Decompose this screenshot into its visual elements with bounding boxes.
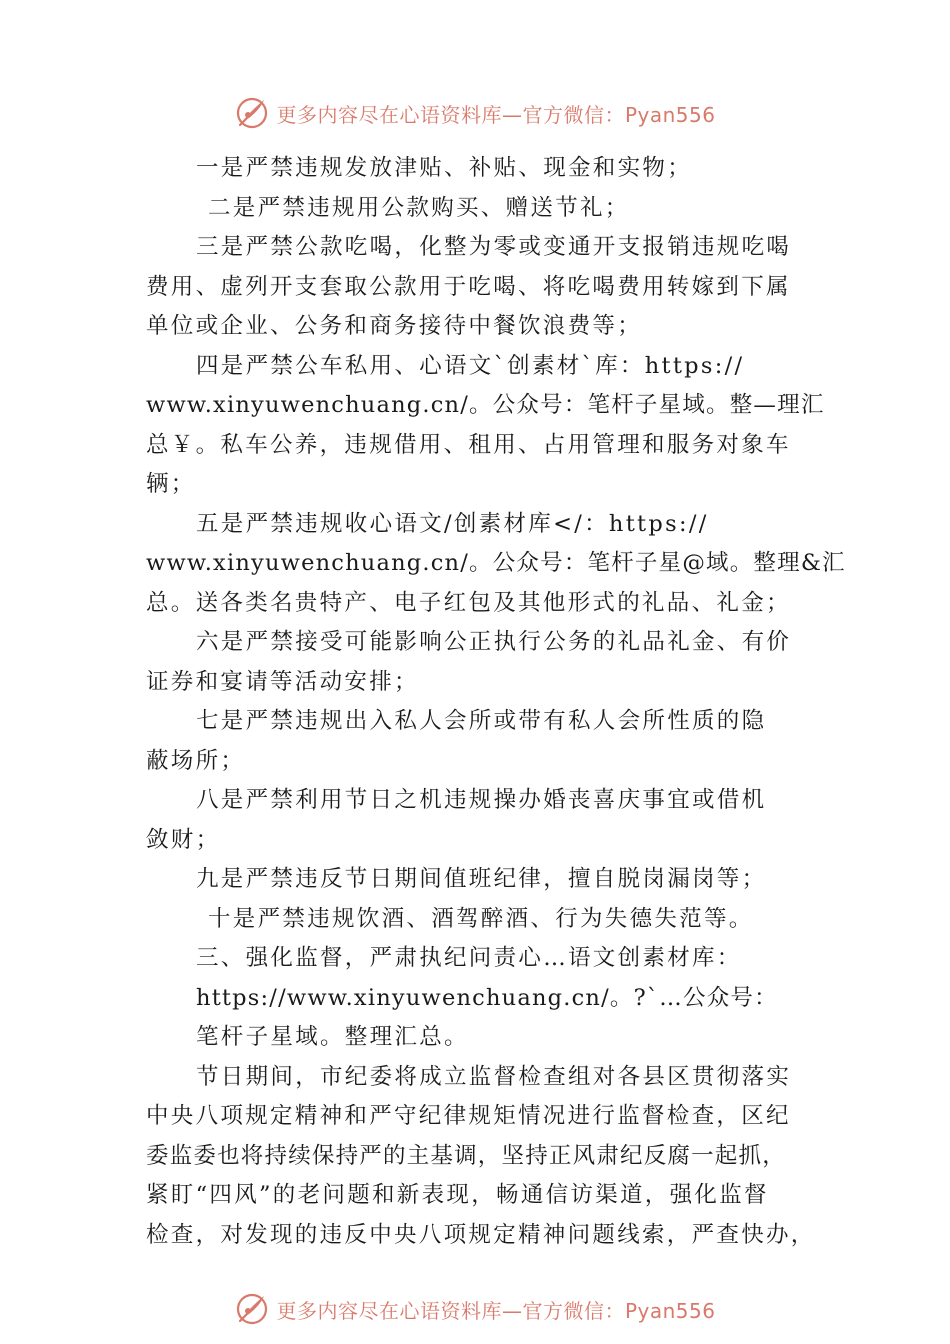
header-watermark-banner (0, 93, 950, 133)
document-body (146, 149, 846, 1255)
paragraph-line: www.xinyuwenchuang.cn/。公众号：笔杆子星@域。整理&汇 (146, 550, 846, 576)
paragraph-line: www.xinyuwenchuang.cn/。公众号：笔杆子星域。整—理汇 (146, 392, 825, 418)
paragraph-line: 辆； (146, 471, 196, 497)
paragraph-line: 四是严禁公车私用、心语文`创素材`库：https:// (196, 352, 745, 379)
paragraph-line: 节日期间，市纪委将成立监督检查组对各县区贯彻落实 (196, 1063, 792, 1090)
paragraph-line: 十是严禁违规饮酒、酒驾醉酒、行为失德失范等。 (208, 905, 754, 932)
circle-quill-logo-icon (234, 95, 270, 131)
watermark-text: 更多内容尽在心语资料库—官方微信：Pyan556 (276, 102, 716, 127)
paragraph-line: 一是严禁违规发放津贴、补贴、现金和实物； (196, 155, 693, 181)
paragraph-line: 中央八项规定精神和严守纪律规矩情况进行监督检查，区纪 (146, 1103, 791, 1129)
section-heading-line: 三、强化监督，严肃执纪问责心…语文创素材库： (196, 945, 742, 971)
paragraph-line: 费用、虚列开支套取公款用于吃喝、将吃喝费用转嫁到下属 (146, 273, 791, 300)
paragraph-line: 五是严禁违规收心语文/创素材库</：https:// (196, 510, 709, 537)
paragraph-line: 总。送各类名贵特产、电子红包及其他形式的礼品、礼金； (146, 589, 791, 616)
paragraph-line: 单位或企业、公务和商务接待中餐饮浪费等； (146, 313, 643, 339)
paragraph-line: 蔽场所； (146, 747, 246, 774)
paragraph-line: https://www.xinyuwenchuang.cn/。?`…公众号： (196, 984, 778, 1011)
paragraph-line: 九是严禁违反节日期间值班纪律，擅自脱岗漏岗等； (196, 866, 767, 892)
footer-watermark (234, 1291, 715, 1327)
paragraph-line: 证券和宴请等活动安排； (146, 668, 419, 695)
watermark-text: 更多内容尽在心语资料库—官方微信：Pyan556 (276, 1298, 716, 1323)
paragraph-line: 六是严禁接受可能影响公正执行公务的礼品礼金、有价 (196, 629, 792, 655)
paragraph-line: 二是严禁违规用公款购买、赠送节礼； (208, 194, 630, 221)
paragraph-line: 敛财； (146, 826, 221, 853)
paragraph-line: 笔杆子星域。整理汇总。 (196, 1024, 469, 1050)
paragraph-line: 总￥。私车公养，违规借用、租用、占用管理和服务对象车 (146, 431, 791, 458)
paragraph-line: 七是严禁违规出入私人会所或带有私人会所性质的隐 (196, 708, 767, 734)
footer-watermark-banner (0, 1289, 950, 1329)
paragraph-line: 检查，对发现的违反中央八项规定精神问题线索，严查快办， (146, 1221, 816, 1248)
paragraph-line: 紧盯“四风”的老问题和新表现，畅通信访渠道，强化监督 (146, 1182, 769, 1208)
circle-quill-logo-icon (234, 1291, 270, 1327)
paragraph-line: 三是严禁公款吃喝，化整为零或变通开支报销违规吃喝 (196, 234, 792, 260)
paragraph-line: 八是严禁利用节日之机违规操办婚丧喜庆事宜或借机 (196, 787, 767, 813)
header-watermark (234, 95, 715, 131)
paragraph-line: 委监委也将持续保持严的主基调，坚持正风肃纪反腐一起抓， (146, 1142, 786, 1169)
